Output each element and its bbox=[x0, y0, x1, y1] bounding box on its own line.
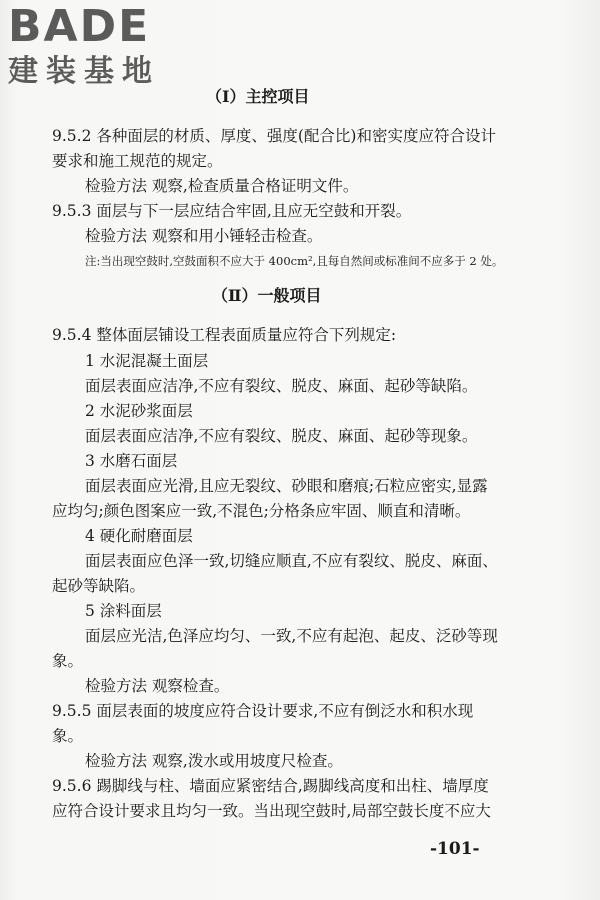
item-5-body: 面层应光洁,色泽应均匀、一致,不应有起泡、起皮、泛砂等现 bbox=[85, 627, 498, 645]
inspection-method: 检验方法 观察检查。 bbox=[85, 677, 230, 695]
item-4-body: 面层表面应色泽一致,切缝应顺直,不应有裂纹、脱皮、麻面、 bbox=[85, 552, 498, 570]
item-4-body-cont: 起砂等缺陷。 bbox=[52, 577, 146, 595]
item-3-body-cont: 应均匀;颜色图案应一致,不混色;分格条应牢固、顺直和清晰。 bbox=[52, 502, 471, 520]
inspection-method: 检验方法 观察,泼水或用坡度尺检查。 bbox=[85, 752, 343, 770]
clause-9-5-4: 9.5.4 整体面层铺设工程表面质量应符合下列规定: bbox=[52, 326, 397, 344]
clause-9-5-2: 9.5.2 各种面层的材质、厚度、强度(配合比)和密实度应符合设计 bbox=[52, 127, 496, 145]
clause-9-5-5-cont: 象。 bbox=[52, 727, 84, 745]
item-3-title: 3 水磨石面层 bbox=[85, 452, 178, 470]
note: 注:当出现空鼓时,空鼓面积不应大于 400cm²,且每自然间或标准间不应多于 2 处。 bbox=[85, 254, 504, 268]
clause-9-5-2-cont: 要求和施工规范的规定。 bbox=[52, 152, 223, 170]
item-1-title: 1 水泥混凝土面层 bbox=[85, 352, 209, 370]
clause-9-5-6-cont: 应符合设计要求且均匀一致。当出现空鼓时,局部空鼓长度不应大 bbox=[52, 802, 491, 820]
clause-9-5-3: 9.5.3 面层与下一层应结合牢固,且应无空鼓和开裂。 bbox=[52, 202, 412, 220]
heading-general: （Ⅱ）一般项目 bbox=[212, 286, 322, 305]
logo-brand: BADE bbox=[8, 1, 151, 52]
item-5-title: 5 涂料面层 bbox=[85, 602, 162, 620]
item-4-title: 4 硬化耐磨面层 bbox=[85, 527, 193, 545]
item-1-body: 面层表面应洁净,不应有裂纹、脱皮、麻面、起砂等缺陷。 bbox=[85, 377, 478, 395]
item-5-body-cont: 象。 bbox=[52, 652, 84, 670]
page-number: -101- bbox=[430, 839, 480, 859]
item-2-body: 面层表面应洁净,不应有裂纹、脱皮、麻面、起砂等现象。 bbox=[85, 427, 478, 445]
item-2-title: 2 水泥砂浆面层 bbox=[85, 402, 193, 420]
logo bbox=[8, 1, 160, 89]
clause-9-5-6: 9.5.6 踢脚线与柱、墙面应紧密结合,踢脚线高度和出柱、墙厚度 bbox=[52, 777, 489, 795]
clause-9-5-5: 9.5.5 面层表面的坡度应符合设计要求,不应有倒泛水和积水现 bbox=[52, 702, 474, 720]
inspection-method: 检验方法 观察,检查质量合格证明文件。 bbox=[85, 177, 359, 195]
inspection-method: 检验方法 观察和用小锤轻击检查。 bbox=[85, 227, 323, 245]
heading-main-control: （Ⅰ）主控项目 bbox=[206, 87, 310, 106]
logo-subtitle: 建装基地 bbox=[8, 54, 160, 89]
item-3-body: 面层表面应光滑,且应无裂纹、砂眼和磨痕;石粒应密实,显露 bbox=[85, 477, 488, 495]
